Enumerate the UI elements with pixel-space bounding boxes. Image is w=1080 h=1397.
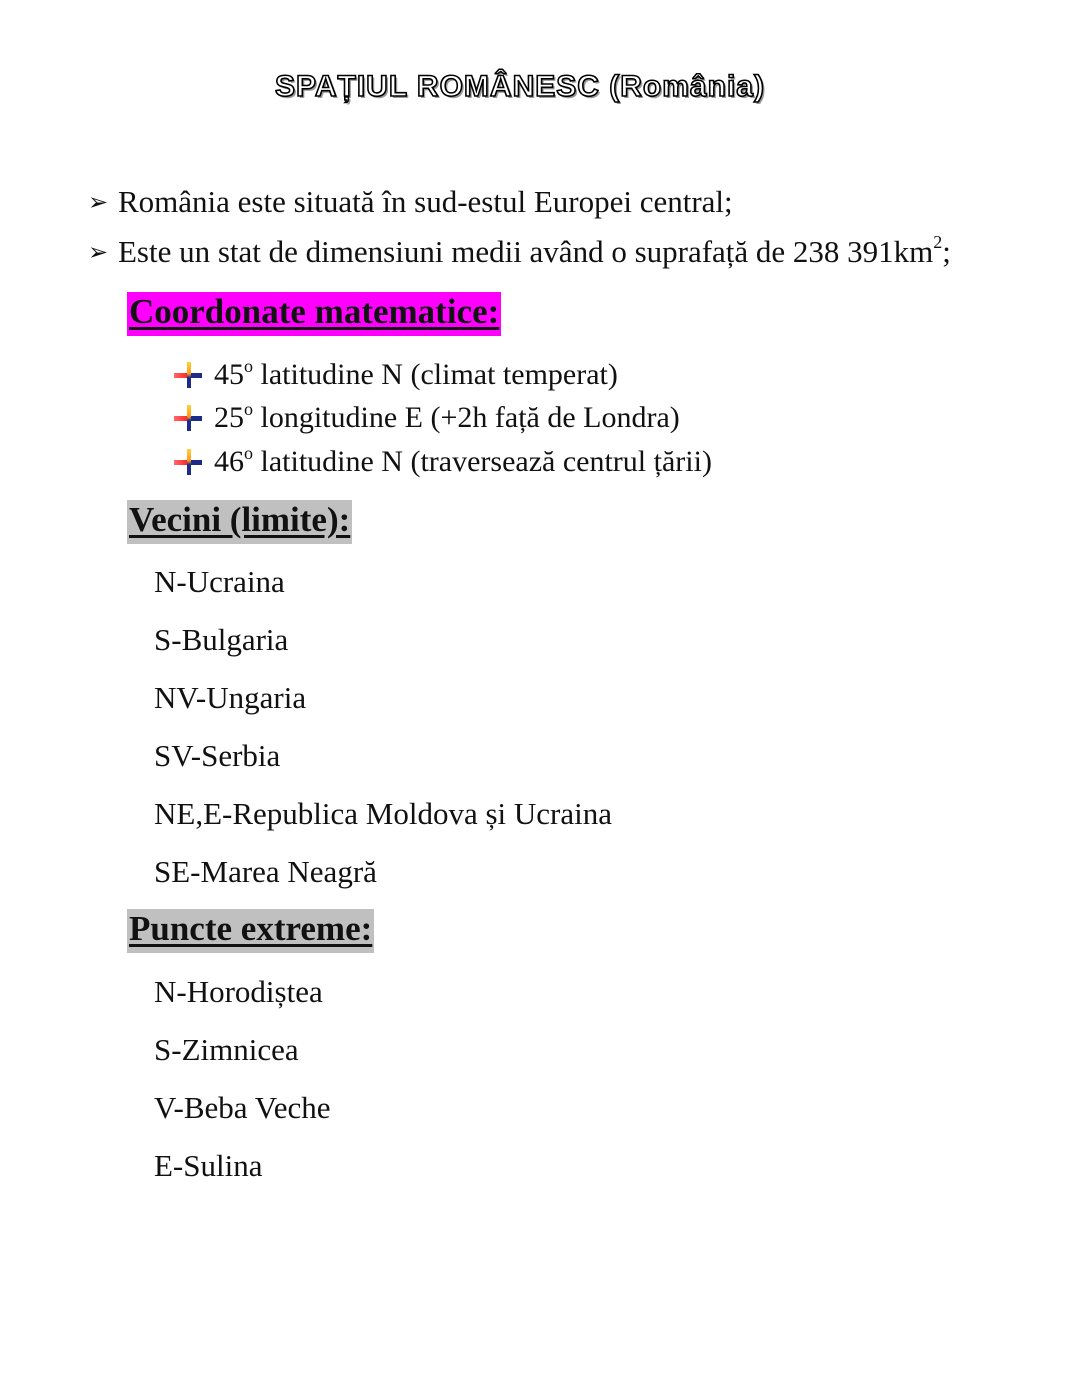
heading-coordonate: Coordonate matematice: [127,292,501,336]
bullet-area: ➢ Este un stat de dimensiuni medii având o suprafață de 238 $391km^2$; [88,232,951,269]
list-item: N-Ucraina [154,564,285,599]
page-title: SPAȚIUL ROMÂNESC (România) [275,70,765,103]
cross-bullet-icon [172,362,204,386]
arrow-bullet-icon: ➢ [88,238,109,266]
list-item: E-Sulina [154,1148,263,1183]
list-item: NV-Ungaria [154,680,307,715]
list-item: SE-Marea Neagră [154,854,377,889]
cross-bullet-icon [172,405,204,429]
coord-item: 45$^o$ latitudine N (climat temperat) [172,360,618,390]
cross-bullet-icon [172,449,204,473]
heading-vecini: Vecini (limite): [127,500,352,544]
bullet-location: ➢ România este situată în sud-estul Europei central; [88,184,733,219]
coord-item: 25$^o$ longitudine E (+2h față de Londra) [172,403,680,433]
coord-item: 46$^o$ latitudine N (traversează centrul țării) [172,447,712,477]
list-item: S-Bulgaria [154,622,289,657]
list-item: NE,E-Republica Moldova și Ucraina [154,796,612,831]
list-item: S-Zimnicea [154,1032,299,1067]
list-item: V-Beba Veche [154,1090,331,1125]
heading-puncte-extreme: Puncte extreme: [127,909,374,953]
list-item: SV-Serbia [154,738,281,773]
list-item: N-Horodiștea [154,974,323,1009]
arrow-bullet-icon: ➢ [88,188,109,216]
